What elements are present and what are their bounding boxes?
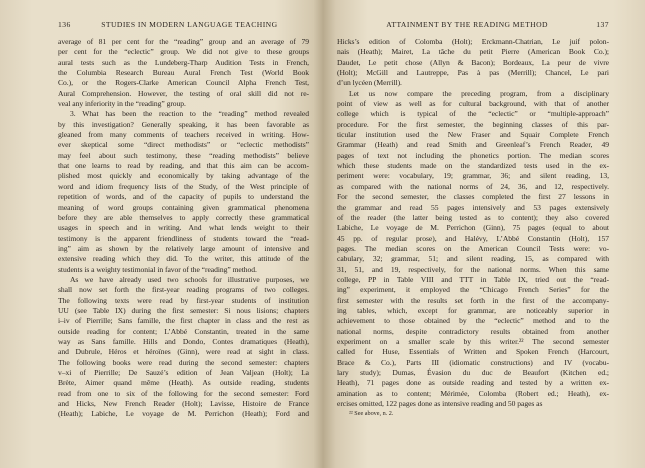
left-text-line: ing” aim as shown by the relatively large amount of intensive and (58, 243, 309, 253)
right-text-line: experiment on a smaller scale by this writer.²² The second semester (337, 336, 609, 346)
right-text-line: pages. The median scores on the American Council Tests were: vo- (337, 243, 609, 253)
left-text-line: As we have already used two schools for illustrative purposes, we (70, 274, 309, 284)
right-text-line: procedure. For the first semester, the beginning classes of this par- (337, 119, 609, 129)
left-text-line: veal any inferiority in the “reading” group. (58, 99, 186, 109)
right-page-header (337, 20, 609, 29)
right-page-number: 137 (596, 20, 609, 29)
left-text-line: way as Sans famille. Hills and Dondo, Contes dramatiques (Heath), (58, 336, 309, 346)
left-text-line: students is a weighty testimonial in favor of the “reading” method. (58, 264, 257, 274)
left-text-line: Brète, Aimer quand même (Heath). As outside reading, students (58, 378, 309, 388)
left-text-line: v–xi of Pierrille; De Sauzé’s edition of Jean Valjean (Holt); La (58, 368, 309, 377)
right-text-line: ing tables, which, except for grammar, are noticeably superior in (337, 305, 609, 315)
right-text-line: of the reader (the latter being tested as to content); they also covered (337, 212, 609, 222)
right-text-line: point of view as well as for cultural background, with that of another (337, 99, 609, 109)
right-text-line: lary study); Dumas, Évasion du duc de Beaufort (Kitchen ed.; (337, 368, 609, 377)
left-text-line: extensive reading which they did. To the writer, this attitude of the (58, 254, 309, 264)
left-text-line: (Heath); Labiche, Le voyage de M. Perrichon (Heath); Ford and (58, 409, 309, 419)
left-text-line: and Hicks, New French Reader (Holt); Lavisse, Histoire de France (58, 399, 309, 409)
right-text-line: periment were: vocabulary, 19; grammar, 36; and silent reading, 13, (337, 171, 609, 181)
right-text-line: Grammar (Heath) and read Smith and Greenleaf’s French Reader, 49 (337, 140, 609, 150)
left-page-body (58, 37, 309, 420)
left-text-line: plished most quickly and economically by taking advantage of the (58, 171, 309, 181)
right-text-line: the grammar and read 55 pages intensively and 53 pages extensively (337, 202, 609, 212)
left-text-line: before they are able themselves to apply correctly these grammatical (58, 212, 309, 222)
footnote: ²² See above, n. 2. (349, 410, 394, 418)
right-text-line: Heath), 71 pages done as outside reading and tested by a written ex- (337, 378, 609, 388)
right-text-line: Hicks’s edition of Colomba (Holt); Erckmann-Chatrian, Le juif polon- (337, 37, 609, 46)
right-text-line: ercises omitted, 122 pages done as intensive reading and 50 pages as (337, 399, 543, 409)
left-text-line: The following texts were read by first-year students of institution (58, 295, 309, 305)
right-text-line: ing” experiment, it employed the “Chicago French Series” for the (337, 285, 609, 295)
right-text-line: called for Huse, Essentials of Written and Spoken French (Harcourt, (337, 347, 609, 357)
right-text-line: ticular institution used the New Fraser and Squair Complete French (337, 130, 609, 140)
left-text-line: per cent for the “eclectic” group. We did not give to these groups (58, 47, 309, 57)
left-text-line: The following books were read during the second semester: chapters (58, 357, 309, 367)
left-text-line: Co.), or the Rogers-Clarke American Council Alpha French Test, (58, 78, 309, 88)
left-text-line: and Dubrule, Héros et héroïnes (Ginn), were read at sight in class. (58, 347, 309, 357)
left-page-number: 136 (58, 20, 71, 29)
left-text-line: gleaned from many comments of teachers received in writing. How- (58, 130, 309, 140)
left-text-line: the Columbia Research Bureau Aural French Test (World Book (58, 68, 309, 78)
right-text-line: d’un lycéen (Merrill). (337, 78, 402, 88)
left-text-line: shall now set forth the first-year reading programs of two colleges. (58, 285, 309, 295)
left-text-line: read from one to six of the following for the second semester: Ford (58, 388, 309, 398)
left-text-line: that one learns to read by reading, and that this aim can be accom- (58, 161, 309, 171)
right-text-line: pages of text not including the phonetics portion. The median scores (337, 150, 609, 160)
left-text-line: repetition of words, and of the capacity of pupils to understand the (58, 192, 309, 202)
right-text-line: Labiche, Le voyage de M. Perrichon (Ginn), 75 pages (equal to about (337, 223, 609, 233)
right-text-line: Brace & Co.), Parts III (idiomatic constructions) and IV (vocabu- (337, 357, 609, 367)
right-text-line: Let us now compare the preceding program, from a disciplinary (349, 88, 609, 98)
right-text-line: as compared with the national norms of 24, 36, and 12, respectively. (337, 181, 609, 191)
left-text-line: UU (see Table IX) during the first semester: Si nous lisions; chapters (58, 305, 309, 315)
right-running-head: ATTAINMENT BY THE READING METHOD (386, 20, 548, 29)
left-page-header (58, 20, 309, 29)
right-text-line: which these students made on the standardized tests used in the ex- (337, 161, 609, 171)
right-text-line: nais (Heath); Mairet, La tâche du petit Pierre (American Book Co.); (337, 47, 609, 57)
right-text-line: 45 pp. of regular prose), and Halévy, L’Abbé Constantin (Holt), 157 (337, 233, 609, 243)
right-text-line: first semester with the results set forth in the first of the accompany- (337, 295, 609, 305)
left-text-line: ever skeptical some “direct methodists” or “eclectic methodists” (58, 140, 309, 150)
right-text-line: amination as to content; Mérimée, Colomba (Robert ed.; Heath), ex- (337, 388, 609, 398)
right-text-line: 31, 51, and 19, respectively, for the national norms. When this same (337, 264, 609, 274)
right-text-line: college which is typical of the “eclectic” or “multiple-approach” (337, 109, 609, 119)
right-text-line: Daudet, Le petit chose (Allyn & Bacon); Bordeaux, La peur de vivre (337, 57, 609, 67)
left-text-line: 3. What has been the reaction to the “reading” method revealed (70, 109, 309, 119)
left-text-line: word and idiom frequency lists of the Study, of the West principle of (58, 181, 309, 191)
left-text-line: meaning of word groups containing given grammatical phenomena (58, 202, 309, 212)
left-text-line: testimony is the apparent friendliness of students toward the “read- (58, 233, 309, 243)
right-text-line: For the second semester, the classes completed the first 27 lessons in (337, 192, 609, 202)
right-page-body (337, 37, 609, 409)
left-text-line: outside reading for content; L’Abbé Constantin, treated in the same (58, 326, 309, 336)
right-text-line: (Holt); McGill and Lautreppe, Pas à pas (Merrill); Chancel, Le pari (337, 68, 609, 78)
right-text-line: achievement to those obtained by the “eclectic” method and to the (337, 316, 609, 326)
left-text-line: aural tests such as the Lundeberg-Tharp Audition Tests in French, (58, 57, 309, 67)
left-text-line: i–iv of Pierrille; Sans famille, the first chapter in class and the rest as (58, 316, 309, 326)
right-text-line: national norms, despite contradictory results obtained from another (337, 326, 609, 336)
left-text-line: average of 81 per cent for the “reading” group and an average of 79 (58, 37, 309, 46)
left-text-line: by this investigation? Generally speaking, it has been favorable as (58, 119, 309, 129)
right-text-line: college, PP in Table VIII and TTT in Table IX, tried out the “read- (337, 274, 609, 284)
right-page (323, 0, 645, 468)
left-text-line: may feel about such testimony, these “reading methodists” believe (58, 150, 309, 160)
left-text-line: usages in speech and in writing. And what lends weight to their (58, 223, 309, 233)
left-text-line: Aural Comprehension. However, the testing of oral skill did not re- (58, 88, 309, 98)
left-running-head: STUDIES IN MODERN LANGUAGE TEACHING (101, 20, 278, 29)
right-text-line: cabulary, 32; grammar, 51; and silent reading, 15, as compared with (337, 254, 609, 264)
